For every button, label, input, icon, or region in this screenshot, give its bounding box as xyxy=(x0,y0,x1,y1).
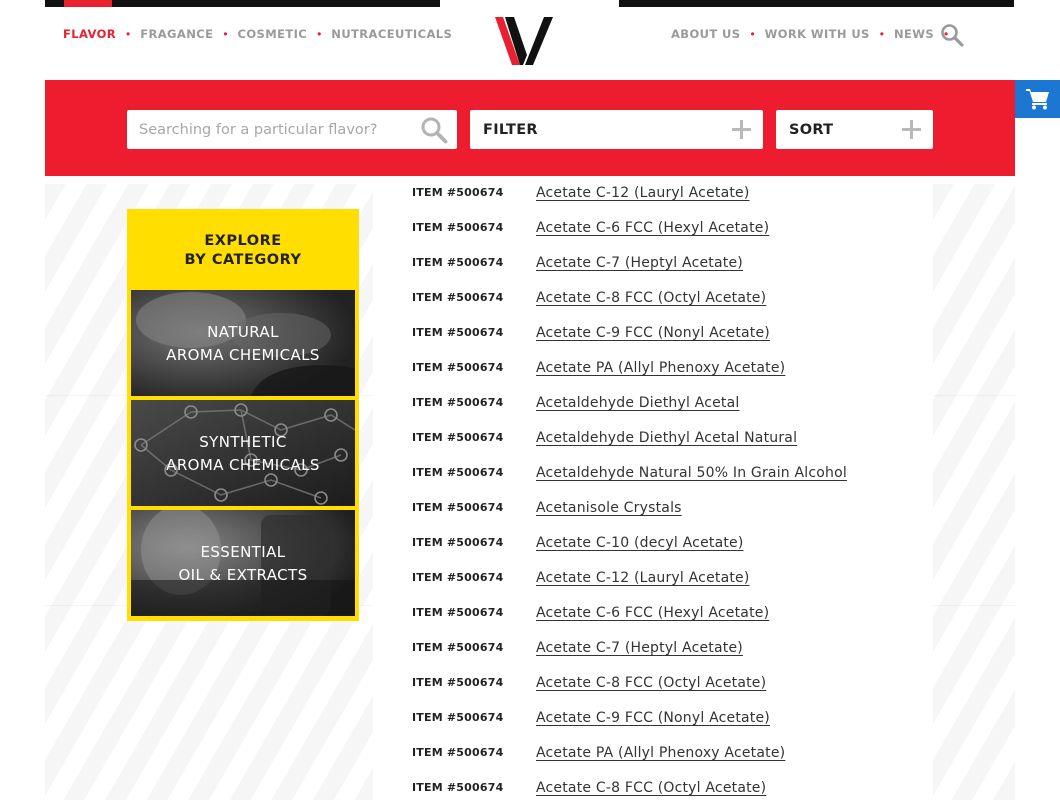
product-link[interactable]: Acetate C-7 (Heptyl Acetate) xyxy=(536,639,743,656)
explore-title-line1: EXPLORE xyxy=(204,233,282,249)
item-number: ITEM #500674 xyxy=(412,746,504,759)
item-number: ITEM #500674 xyxy=(412,501,504,514)
product-search-box xyxy=(127,110,457,149)
secondary-nav xyxy=(671,27,958,41)
list-item xyxy=(412,455,912,490)
category-label xyxy=(131,400,355,506)
item-number: ITEM #500674 xyxy=(412,781,504,794)
filter-label: FILTER xyxy=(483,122,538,138)
product-list xyxy=(412,175,912,800)
list-item xyxy=(412,665,912,700)
item-number: ITEM #500674 xyxy=(412,606,504,619)
nav-separator: • xyxy=(944,27,949,41)
product-link[interactable]: Acetate C-6 FCC (Hexyl Acetate) xyxy=(536,604,770,621)
product-link[interactable]: Acetaldehyde Diethyl Acetal Natural xyxy=(536,429,798,446)
item-number: ITEM #500674 xyxy=(412,361,504,374)
product-link[interactable]: Acetate C-9 FCC (Nonyl Acetate) xyxy=(536,709,770,726)
search-icon[interactable] xyxy=(940,23,964,47)
nav-item-flavor[interactable]: FLAVOR xyxy=(63,27,117,41)
list-item xyxy=(412,350,912,385)
shopping-cart-icon xyxy=(1026,88,1050,110)
explore-by-category-card xyxy=(127,209,359,621)
list-item xyxy=(412,210,912,245)
active-tab-indicator xyxy=(64,0,112,7)
product-link[interactable]: Acetate C-8 FCC (Octyl Acetate) xyxy=(536,779,767,796)
category-label xyxy=(131,510,355,616)
nav-separator: • xyxy=(750,27,755,41)
filter-dropdown[interactable] xyxy=(470,110,763,149)
plus-icon xyxy=(732,120,751,139)
item-number: ITEM #500674 xyxy=(412,536,504,549)
category-essential-oil-extracts[interactable] xyxy=(131,510,355,616)
item-number: ITEM #500674 xyxy=(412,431,504,444)
top-bar-right xyxy=(619,0,1014,7)
item-number: ITEM #500674 xyxy=(412,711,504,724)
category-label-line2: AROMA CHEMICALS xyxy=(166,456,320,474)
explore-title-line2: BY CATEGORY xyxy=(184,252,302,268)
item-number: ITEM #500674 xyxy=(412,291,504,304)
list-item xyxy=(412,420,912,455)
product-link[interactable]: Acetaldehyde Natural 50% In Grain Alcohol xyxy=(536,464,847,481)
product-link[interactable]: Acetate C-8 FCC (Octyl Acetate) xyxy=(536,289,767,306)
list-item xyxy=(412,385,912,420)
list-item xyxy=(412,770,912,800)
background-pattern-right xyxy=(933,184,1015,800)
product-link[interactable]: Acetate C-12 (Lauryl Acetate) xyxy=(536,569,750,586)
category-label xyxy=(131,290,355,396)
item-number: ITEM #500674 xyxy=(412,221,504,234)
nav-separator: • xyxy=(879,27,884,41)
list-item xyxy=(412,735,912,770)
item-number: ITEM #500674 xyxy=(412,396,504,409)
list-item xyxy=(412,175,912,210)
product-search-input[interactable] xyxy=(139,119,409,141)
nav-separator: • xyxy=(223,27,228,41)
nav-item-news[interactable]: NEWS xyxy=(893,27,935,41)
nav-item-about-us[interactable]: ABOUT US xyxy=(671,27,741,41)
plus-icon xyxy=(902,120,921,139)
item-number: ITEM #500674 xyxy=(412,641,504,654)
pattern-seam xyxy=(933,605,1015,606)
product-link[interactable]: Acetate C-8 FCC (Octyl Acetate) xyxy=(536,674,767,691)
nav-item-fragance[interactable]: FRAGANCE xyxy=(140,27,214,41)
nav-item-work-with-us[interactable]: WORK WITH US xyxy=(764,27,870,41)
item-number: ITEM #500674 xyxy=(412,571,504,584)
item-number: ITEM #500674 xyxy=(412,676,504,689)
cart-button[interactable] xyxy=(1015,80,1060,118)
nav-separator: • xyxy=(317,27,322,41)
list-item xyxy=(412,245,912,280)
nav-item-cosmetic[interactable]: COSMETIC xyxy=(237,27,308,41)
item-number: ITEM #500674 xyxy=(412,326,504,339)
nav-item-nutraceuticals[interactable]: NUTRACEUTICALS xyxy=(331,27,453,41)
top-bar-left xyxy=(45,0,440,7)
category-label-line2: OIL & EXTRACTS xyxy=(178,566,308,584)
category-label-line1: NATURAL xyxy=(207,323,279,341)
product-link[interactable]: Acetate C-7 (Heptyl Acetate) xyxy=(536,254,743,271)
product-link[interactable]: Acetaldehyde Diethyl Acetal xyxy=(536,394,740,411)
product-link[interactable]: Acetate C-9 FCC (Nonyl Acetate) xyxy=(536,324,770,341)
list-item xyxy=(412,595,912,630)
list-item xyxy=(412,490,912,525)
product-link[interactable]: Acetanisole Crystals xyxy=(536,499,682,516)
nav-separator: • xyxy=(126,27,131,41)
search-icon[interactable] xyxy=(420,116,448,144)
brand-logo[interactable] xyxy=(493,15,555,67)
product-link[interactable]: Acetate C-6 FCC (Hexyl Acetate) xyxy=(536,219,770,236)
explore-title xyxy=(127,232,359,270)
category-label-line2: AROMA CHEMICALS xyxy=(166,346,320,364)
sort-label: SORT xyxy=(789,122,834,138)
list-item xyxy=(412,560,912,595)
list-item xyxy=(412,630,912,665)
list-item xyxy=(412,280,912,315)
item-number: ITEM #500674 xyxy=(412,186,504,199)
pattern-seam xyxy=(933,395,1015,396)
sort-dropdown[interactable] xyxy=(776,110,933,149)
product-link[interactable]: Acetate C-10 (decyl Acetate) xyxy=(536,534,744,551)
primary-nav xyxy=(63,27,452,41)
list-item xyxy=(412,525,912,560)
list-item xyxy=(412,315,912,350)
product-link[interactable]: Acetate C-12 (Lauryl Acetate) xyxy=(536,184,750,201)
item-number: ITEM #500674 xyxy=(412,466,504,479)
list-item xyxy=(412,700,912,735)
category-natural-aroma-chemicals[interactable] xyxy=(131,290,355,396)
category-label-line1: ESSENTIAL xyxy=(200,543,286,561)
item-number: ITEM #500674 xyxy=(412,256,504,269)
category-label-line1: SYNTHETIC xyxy=(199,433,287,451)
product-link[interactable]: Acetate PA (Allyl Phenoxy Acetate) xyxy=(536,744,786,761)
product-link[interactable]: Acetate PA (Allyl Phenoxy Acetate) xyxy=(536,359,786,376)
category-synthetic-aroma-chemicals[interactable] xyxy=(131,400,355,506)
